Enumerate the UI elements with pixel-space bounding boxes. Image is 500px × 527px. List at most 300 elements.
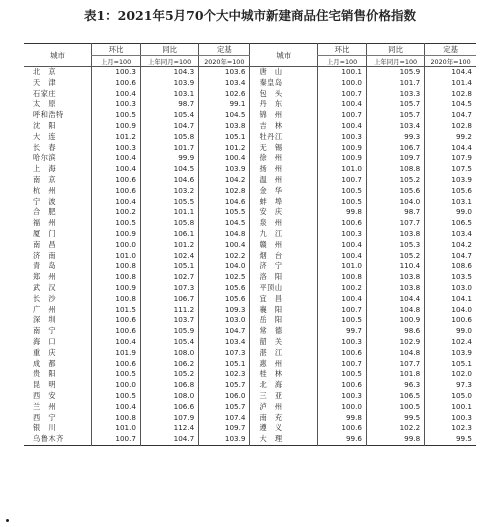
yoy-cell: 104.7: [140, 121, 198, 132]
yoy-cell: 100.9: [366, 315, 424, 326]
yoy-cell: 103.8: [366, 272, 424, 283]
city-cell: 呼和浩特: [33, 110, 64, 120]
yoy-cell: 101.8: [366, 369, 424, 380]
yoy-cell: 102.2: [366, 423, 424, 434]
city-cell: 温 州: [250, 175, 318, 186]
base-cell: 105.7: [199, 380, 250, 391]
mom-sub-left: 上月=100: [92, 56, 141, 67]
base-cell: 104.4: [425, 67, 476, 78]
mom-cell: 100.6: [92, 359, 141, 370]
city-cell: 昆 明: [33, 380, 57, 390]
city-cell: 济 南: [33, 250, 57, 260]
mom-cell: 100.4: [318, 294, 367, 305]
base-sub-left: 2020年=100: [199, 56, 250, 67]
city-cell: 南 京: [33, 174, 57, 184]
mom-cell: 101.0: [92, 251, 141, 262]
base-cell: 103.1: [425, 197, 476, 208]
base-cell: 103.9: [199, 434, 250, 445]
city-cell: 遵 义: [250, 423, 318, 434]
base-cell: 101.4: [425, 78, 476, 89]
bullet-mark: [6, 519, 9, 522]
city-cell: 锦 州: [250, 110, 318, 121]
mom-cell: 100.4: [92, 337, 141, 348]
base-cell: 105.6: [425, 186, 476, 197]
yoy-cell: 106.1: [140, 229, 198, 240]
mom-cell: 100.1: [318, 67, 367, 78]
city-cell: 石家庄: [33, 88, 57, 98]
yoy-cell: 101.1: [140, 207, 198, 218]
table-row: [24, 186, 476, 197]
city-cell: 大 理: [250, 434, 318, 445]
city-cell: 金 华: [250, 186, 318, 197]
mom-cell: 100.3: [92, 67, 141, 78]
mom-header-left: 环比: [92, 44, 141, 56]
yoy-cell: 103.4: [366, 121, 424, 132]
city-cell: 西 宁: [33, 412, 57, 422]
city-header-right: 城市: [250, 44, 318, 67]
mom-cell: 100.5: [92, 369, 141, 380]
mom-cell: 100.2: [92, 207, 141, 218]
city-cell: 长 沙: [33, 293, 57, 303]
base-cell: 99.0: [425, 326, 476, 337]
city-cell: 丹 东: [250, 99, 318, 110]
city-cell: 长 春: [33, 142, 57, 152]
mom-cell: 100.0: [92, 240, 141, 251]
base-header-right: 定基: [425, 44, 476, 56]
base-cell: 100.1: [425, 402, 476, 413]
base-cell: 107.4: [199, 413, 250, 424]
city-cell: 蚌 埠: [250, 197, 318, 208]
mom-cell: 100.7: [318, 305, 367, 316]
mom-cell: 99.7: [318, 326, 367, 337]
mom-cell: 100.9: [92, 229, 141, 240]
base-cell: 104.2: [425, 240, 476, 251]
table-row: [24, 67, 476, 78]
city-cell: 福 州: [33, 218, 57, 228]
yoy-cell: 109.7: [366, 153, 424, 164]
table-row: [24, 153, 476, 164]
base-cell: 105.5: [199, 207, 250, 218]
table-row: [24, 143, 476, 154]
city-cell: 太 原: [33, 99, 57, 109]
mom-cell: 100.6: [92, 175, 141, 186]
base-cell: 105.6: [199, 294, 250, 305]
city-cell: 广 州: [33, 304, 57, 314]
yoy-cell: 102.4: [140, 251, 198, 262]
city-cell: 唐 山: [250, 67, 318, 78]
base-cell: 104.0: [425, 305, 476, 316]
base-cell: 104.6: [199, 197, 250, 208]
mom-sub-right: 上月=100: [318, 56, 367, 67]
city-cell: 北 京: [33, 67, 57, 76]
base-cell: 99.1: [199, 99, 250, 110]
base-cell: 103.5: [425, 272, 476, 283]
base-cell: 103.0: [199, 315, 250, 326]
mom-cell: 100.2: [318, 283, 367, 294]
yoy-cell: 104.5: [140, 164, 198, 175]
base-cell: 99.2: [425, 132, 476, 143]
yoy-cell: 107.7: [366, 359, 424, 370]
mom-cell: 101.0: [92, 423, 141, 434]
city-cell: 哈尔滨: [33, 153, 57, 163]
base-cell: 105.1: [425, 359, 476, 370]
table-row: [24, 99, 476, 110]
mom-cell: 100.9: [92, 121, 141, 132]
city-cell: 宁 波: [33, 196, 57, 206]
mom-cell: 100.0: [318, 78, 367, 89]
mom-cell: 99.8: [318, 207, 367, 218]
base-cell: 107.5: [425, 164, 476, 175]
table-row: [24, 240, 476, 251]
base-cell: 99.0: [425, 207, 476, 218]
yoy-cell: 105.8: [140, 132, 198, 143]
mom-cell: 100.4: [92, 197, 141, 208]
city-cell: 合 肥: [33, 207, 57, 217]
yoy-cell: 105.2: [366, 175, 424, 186]
yoy-cell: 106.5: [366, 391, 424, 402]
city-cell: 厦 门: [33, 228, 57, 238]
mom-cell: 101.0: [318, 261, 367, 272]
mom-cell: 99.6: [318, 434, 367, 445]
mom-cell: 100.7: [318, 89, 367, 100]
yoy-cell: 105.4: [140, 110, 198, 121]
table-row: [24, 89, 476, 100]
mom-cell: 101.9: [92, 348, 141, 359]
city-cell: 西 安: [33, 390, 57, 400]
table-row: [24, 294, 476, 305]
base-cell: 105.7: [199, 402, 250, 413]
base-cell: 103.4: [199, 337, 250, 348]
base-cell: 107.9: [425, 153, 476, 164]
city-cell: 平顶山: [250, 283, 318, 294]
city-cell: 青 岛: [33, 261, 57, 271]
yoy-cell: 104.7: [140, 434, 198, 445]
base-cell: 106.0: [199, 391, 250, 402]
yoy-cell: 101.7: [140, 143, 198, 154]
mom-cell: 100.4: [318, 251, 367, 262]
yoy-cell: 105.5: [140, 197, 198, 208]
city-cell: 郑 州: [33, 272, 57, 282]
city-cell: 洛 阳: [250, 272, 318, 283]
city-cell: 济 宁: [250, 261, 318, 272]
yoy-cell: 108.8: [366, 164, 424, 175]
yoy-cell: 103.2: [140, 186, 198, 197]
table-row: [24, 132, 476, 143]
base-cell: 102.8: [425, 89, 476, 100]
table-row: [24, 175, 476, 186]
city-cell: 海 口: [33, 336, 57, 346]
base-sub-right: 2020年=100: [425, 56, 476, 67]
table-row: [24, 197, 476, 208]
mom-cell: 100.8: [92, 294, 141, 305]
yoy-cell: 105.2: [140, 369, 198, 380]
city-cell: 无 锡: [250, 143, 318, 154]
city-cell: 扬 州: [250, 164, 318, 175]
base-cell: 100.4: [199, 153, 250, 164]
yoy-cell: 105.2: [366, 251, 424, 262]
yoy-cell: 105.9: [140, 326, 198, 337]
yoy-cell: 105.3: [366, 240, 424, 251]
table-row: [24, 121, 476, 132]
city-cell: 大 连: [33, 131, 57, 141]
city-cell: 沈 阳: [33, 120, 57, 130]
mom-cell: 100.6: [318, 423, 367, 434]
city-cell: 南 宁: [33, 326, 57, 336]
base-cell: 105.6: [199, 283, 250, 294]
mom-cell: 100.5: [92, 110, 141, 121]
mom-cell: 100.4: [92, 89, 141, 100]
yoy-cell: 106.8: [140, 380, 198, 391]
mom-cell: 100.7: [318, 175, 367, 186]
mom-cell: 100.7: [318, 359, 367, 370]
yoy-sub-left: 上年同月=100: [140, 56, 198, 67]
table-row: [24, 272, 476, 283]
mom-cell: 100.3: [318, 132, 367, 143]
base-cell: 102.0: [425, 369, 476, 380]
yoy-cell: 105.7: [366, 99, 424, 110]
base-header-left: 定基: [199, 44, 250, 56]
yoy-cell: 107.9: [140, 413, 198, 424]
yoy-cell: 105.7: [366, 110, 424, 121]
yoy-cell: 101.2: [140, 240, 198, 251]
city-cell: 杭 州: [33, 185, 57, 195]
base-cell: 105.1: [199, 132, 250, 143]
base-cell: 97.3: [425, 380, 476, 391]
table-row: [24, 251, 476, 262]
yoy-header-left: 同比: [140, 44, 198, 56]
yoy-cell: 96.3: [366, 380, 424, 391]
base-cell: 104.8: [199, 229, 250, 240]
mom-cell: 100.3: [318, 229, 367, 240]
base-cell: 102.8: [425, 121, 476, 132]
mom-cell: 100.5: [318, 186, 367, 197]
table-row: [24, 164, 476, 175]
base-cell: 104.7: [425, 110, 476, 121]
table-row: [24, 413, 476, 424]
mom-cell: 100.6: [92, 315, 141, 326]
city-cell: 兰 州: [33, 401, 57, 411]
base-cell: 107.3: [199, 348, 250, 359]
mom-cell: 100.5: [318, 369, 367, 380]
table-row: [24, 337, 476, 348]
table-row: [24, 326, 476, 337]
yoy-cell: 98.7: [140, 99, 198, 110]
mom-cell: 100.3: [92, 143, 141, 154]
city-cell: 岳 阳: [250, 315, 318, 326]
mom-cell: 100.8: [92, 261, 141, 272]
mom-cell: 100.4: [92, 164, 141, 175]
city-header-left: 城市: [24, 44, 92, 67]
city-cell: 桂 林: [250, 369, 318, 380]
city-cell: 上 海: [33, 164, 57, 174]
yoy-cell: 106.7: [366, 143, 424, 154]
city-cell: 襄 阳: [250, 305, 318, 316]
yoy-cell: 110.4: [366, 261, 424, 272]
table-row: [24, 369, 476, 380]
yoy-cell: 99.8: [366, 434, 424, 445]
city-cell: 南 昌: [33, 239, 57, 249]
mom-cell: 100.3: [318, 337, 367, 348]
city-cell: 银 川: [33, 423, 57, 433]
mom-cell: 101.5: [92, 305, 141, 316]
base-cell: 100.4: [199, 240, 250, 251]
yoy-cell: 105.8: [140, 218, 198, 229]
city-cell: 天 津: [33, 77, 57, 87]
base-cell: 103.9: [425, 348, 476, 359]
base-cell: 104.5: [199, 110, 250, 121]
city-cell: 九 江: [250, 229, 318, 240]
table-row: [24, 402, 476, 413]
mom-cell: 100.8: [92, 413, 141, 424]
city-cell: 北 海: [250, 380, 318, 391]
base-cell: 104.5: [199, 218, 250, 229]
base-cell: 99.5: [425, 434, 476, 445]
city-cell: 常 德: [250, 326, 318, 337]
yoy-cell: 112.4: [140, 423, 198, 434]
yoy-cell: 105.1: [140, 261, 198, 272]
mom-cell: 101.2: [92, 132, 141, 143]
city-cell: 秦皇岛: [250, 78, 318, 89]
yoy-cell: 105.9: [366, 67, 424, 78]
mom-cell: 100.4: [318, 240, 367, 251]
mom-cell: 100.6: [92, 78, 141, 89]
table-row: [24, 391, 476, 402]
yoy-header-right: 同比: [366, 44, 424, 56]
table-row: [24, 315, 476, 326]
city-cell: 惠 州: [250, 359, 318, 370]
yoy-cell: 105.6: [366, 186, 424, 197]
mom-cell: 100.4: [92, 402, 141, 413]
yoy-cell: 103.7: [140, 315, 198, 326]
yoy-cell: 104.4: [366, 294, 424, 305]
yoy-cell: 103.1: [140, 89, 198, 100]
city-cell: 宜 昌: [250, 294, 318, 305]
mom-cell: 100.3: [92, 99, 141, 110]
mom-cell: 100.8: [318, 272, 367, 283]
city-cell: 重 庆: [33, 347, 57, 357]
mom-cell: 100.9: [318, 143, 367, 154]
yoy-cell: 106.2: [140, 359, 198, 370]
city-cell: 赣 州: [250, 240, 318, 251]
city-cell: 乌鲁木齐: [33, 434, 64, 444]
base-cell: 102.5: [199, 272, 250, 283]
yoy-cell: 104.0: [366, 197, 424, 208]
price-index-table: [24, 43, 476, 446]
base-cell: 102.3: [425, 423, 476, 434]
table-row: [24, 348, 476, 359]
header-row: [24, 44, 476, 56]
mom-cell: 100.4: [92, 153, 141, 164]
mom-cell: 100.5: [92, 391, 141, 402]
mom-cell: 100.4: [318, 99, 367, 110]
table-row: [24, 423, 476, 434]
yoy-cell: 102.9: [366, 337, 424, 348]
yoy-cell: 108.0: [140, 391, 198, 402]
mom-cell: 100.0: [92, 380, 141, 391]
yoy-cell: 104.8: [366, 305, 424, 316]
city-cell: 湛 江: [250, 348, 318, 359]
yoy-cell: 102.7: [140, 272, 198, 283]
table-row: [24, 229, 476, 240]
table-row: [24, 110, 476, 121]
city-cell: 三 亚: [250, 391, 318, 402]
city-cell: 徐 州: [250, 153, 318, 164]
base-cell: 102.6: [199, 89, 250, 100]
city-cell: 包 头: [250, 89, 318, 100]
mom-cell: 100.3: [318, 391, 367, 402]
base-cell: 104.7: [425, 251, 476, 262]
yoy-cell: 105.4: [140, 337, 198, 348]
table-title: 表1：2021年5月70个大中城市新建商品住宅销售价格指数: [83, 8, 417, 23]
mom-cell: 101.0: [318, 164, 367, 175]
mom-cell: 100.5: [92, 218, 141, 229]
table-row: [24, 207, 476, 218]
city-cell: 安 庆: [250, 207, 318, 218]
mom-cell: 100.9: [92, 283, 141, 294]
mom-cell: 100.0: [318, 402, 367, 413]
base-cell: 102.4: [425, 337, 476, 348]
yoy-cell: 99.5: [366, 413, 424, 424]
base-cell: 104.4: [425, 143, 476, 154]
table-row: [24, 305, 476, 316]
table-row: [24, 218, 476, 229]
table-row: [24, 283, 476, 294]
yoy-cell: 99.3: [366, 132, 424, 143]
yoy-cell: 99.9: [140, 153, 198, 164]
yoy-cell: 103.8: [366, 283, 424, 294]
base-cell: 104.2: [199, 175, 250, 186]
mom-cell: 100.6: [318, 348, 367, 359]
table-row: [24, 78, 476, 89]
yoy-cell: 104.6: [140, 175, 198, 186]
yoy-cell: 104.3: [140, 67, 198, 78]
yoy-cell: 101.7: [366, 78, 424, 89]
city-cell: 深 圳: [33, 315, 57, 325]
base-cell: 104.7: [199, 326, 250, 337]
mom-cell: 100.9: [318, 153, 367, 164]
base-cell: 102.3: [199, 369, 250, 380]
city-cell: 武 汉: [33, 282, 57, 292]
yoy-cell: 98.6: [366, 326, 424, 337]
base-cell: 103.4: [425, 229, 476, 240]
mom-cell: 100.6: [92, 186, 141, 197]
base-cell: 106.5: [425, 218, 476, 229]
city-cell: 泸 州: [250, 402, 318, 413]
mom-cell: 100.4: [318, 121, 367, 132]
city-cell: 韶 关: [250, 337, 318, 348]
base-cell: 100.3: [425, 413, 476, 424]
mom-cell: 100.6: [318, 380, 367, 391]
city-cell: 牡丹江: [250, 132, 318, 143]
yoy-cell: 107.3: [140, 283, 198, 294]
base-cell: 103.0: [425, 283, 476, 294]
mom-cell: 100.7: [92, 434, 141, 445]
base-cell: 102.8: [199, 186, 250, 197]
yoy-cell: 107.7: [366, 218, 424, 229]
base-cell: 105.0: [425, 391, 476, 402]
base-cell: 103.9: [425, 175, 476, 186]
yoy-cell: 108.0: [140, 348, 198, 359]
base-cell: 103.8: [199, 121, 250, 132]
yoy-cell: 98.7: [366, 207, 424, 218]
mom-cell: 100.5: [318, 315, 367, 326]
yoy-cell: 103.9: [140, 78, 198, 89]
yoy-cell: 106.7: [140, 294, 198, 305]
yoy-sub-right: 上年同月=100: [366, 56, 424, 67]
table-row: [24, 359, 476, 370]
base-cell: 103.6: [199, 67, 250, 78]
base-cell: 103.4: [199, 78, 250, 89]
